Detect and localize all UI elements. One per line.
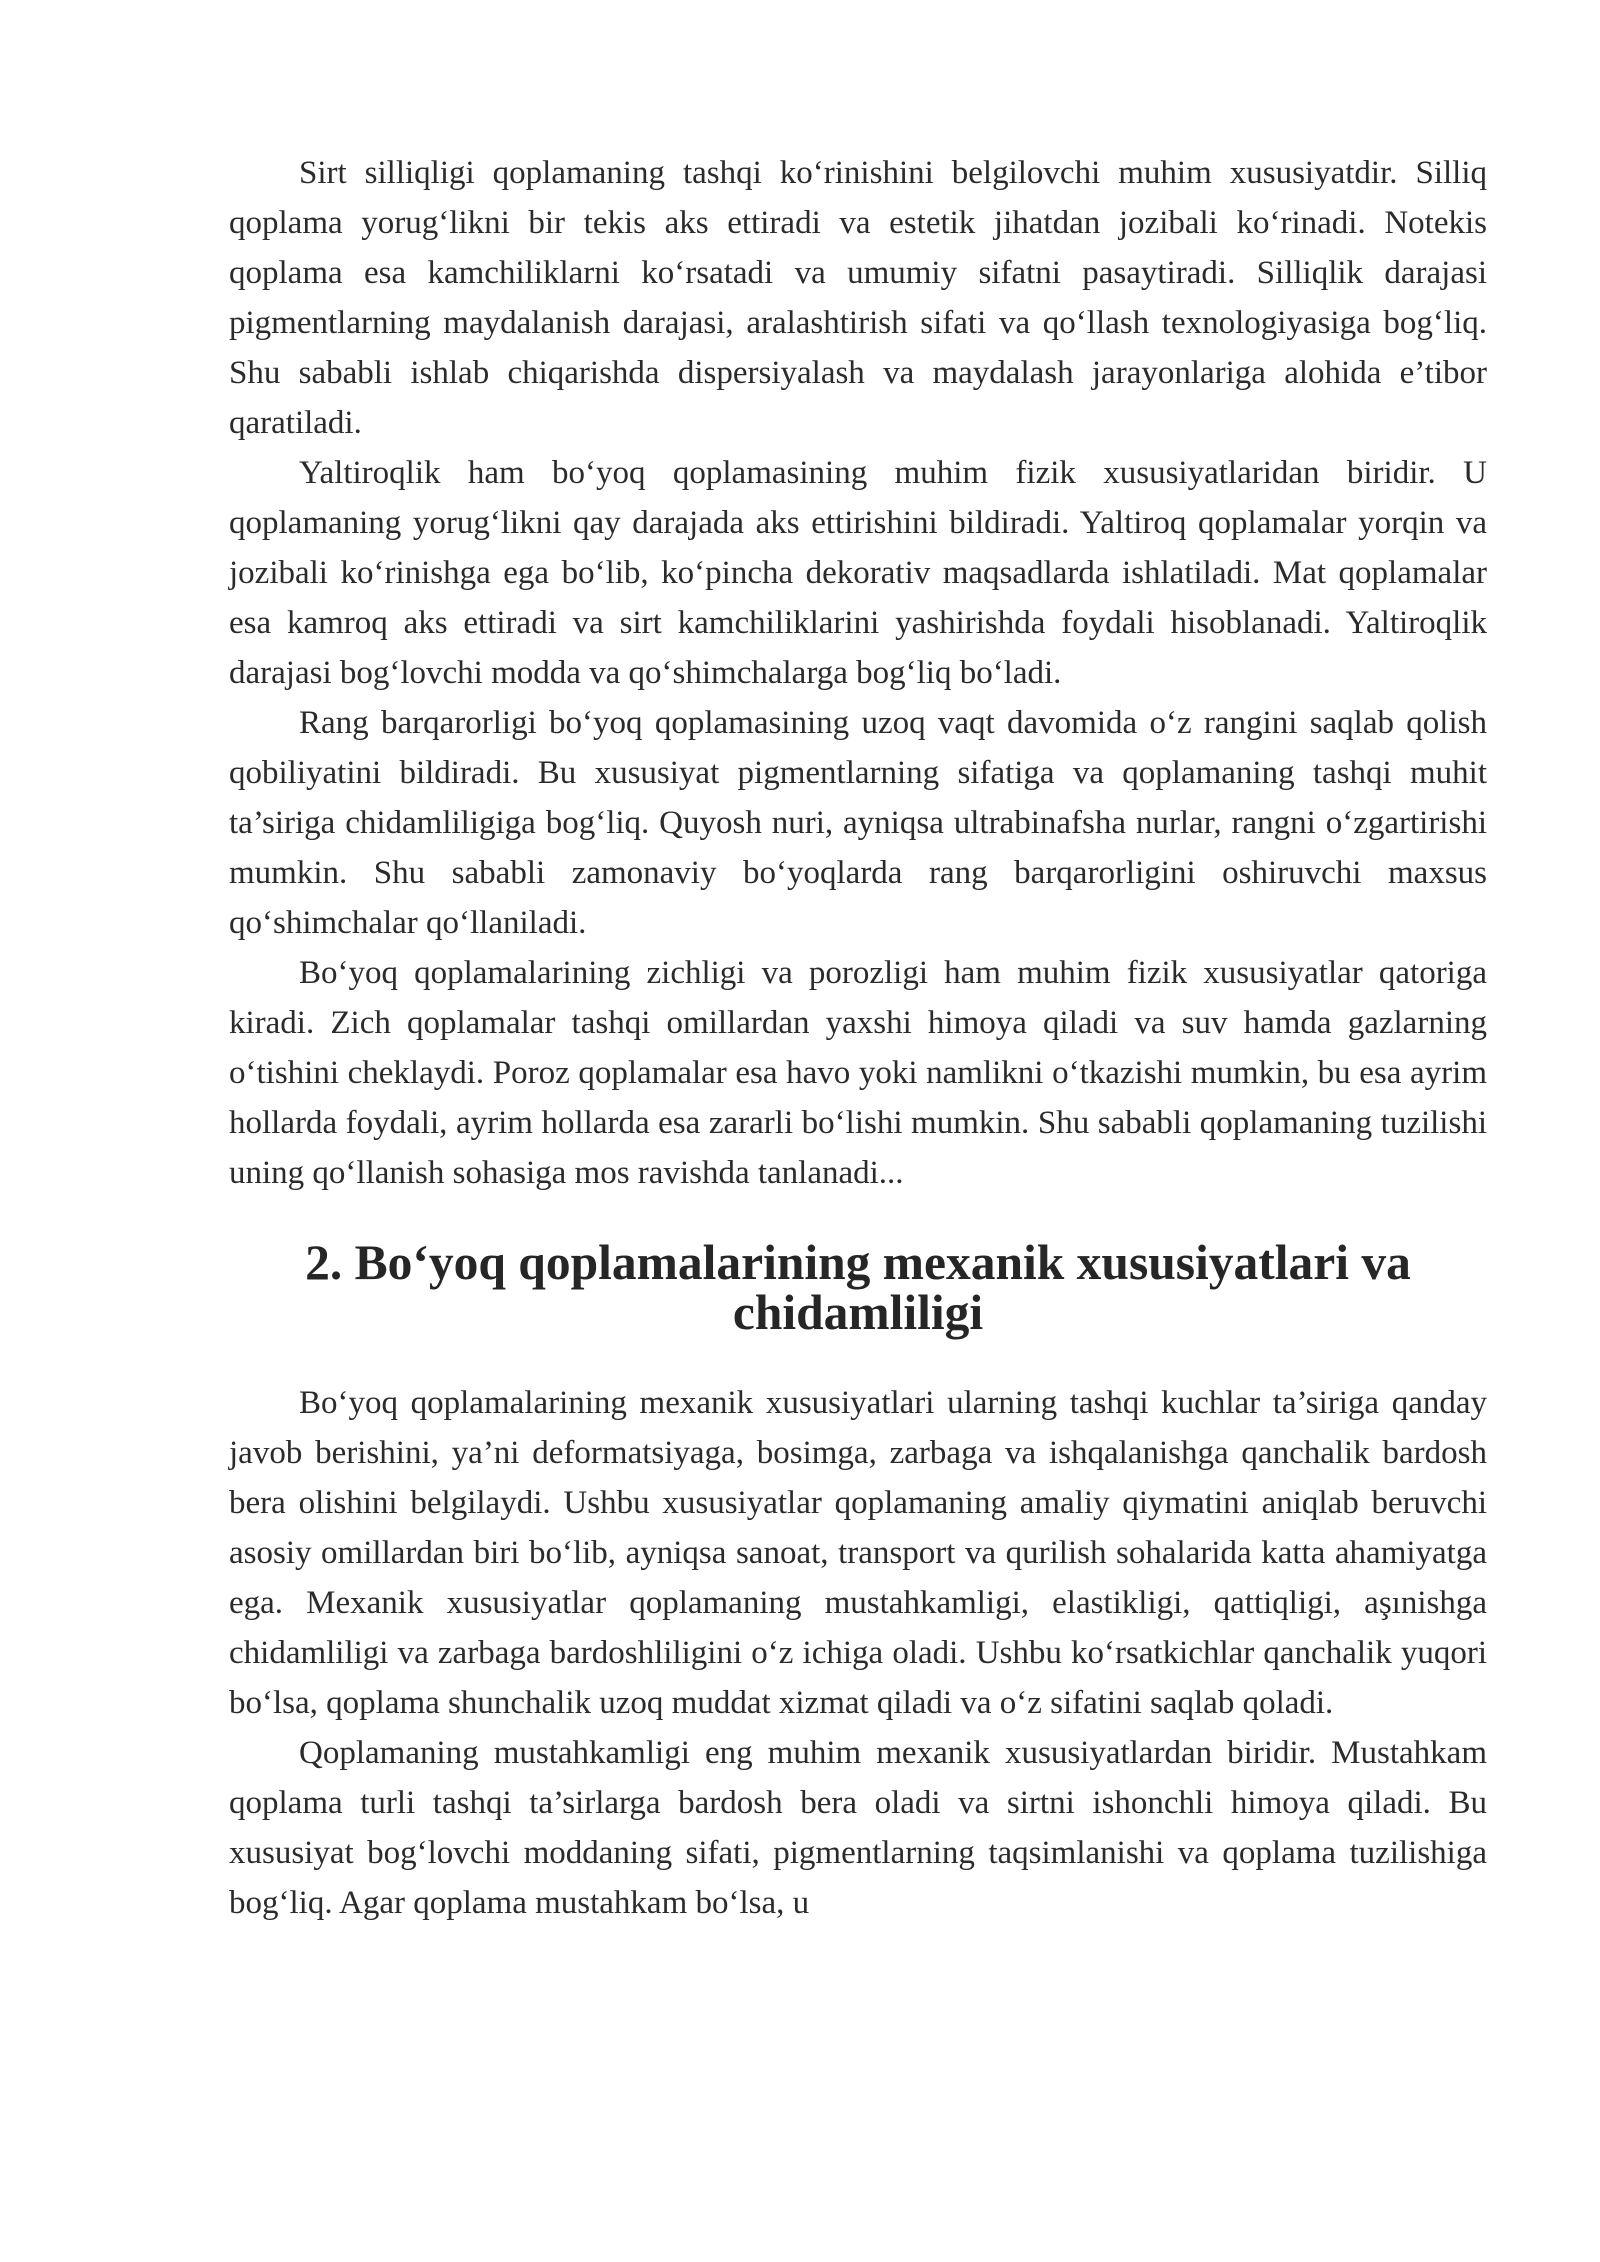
section-heading: 2. Bo‘yoq qoplamalarining mexanik xususiyatlari va chidamliligi xyxy=(305,1235,1411,1340)
paragraph-mechanical-properties: Bo‘yoq qoplamalarining mexanik xususiyatlari ularning tashqi kuchlar ta’siriga qanday javob berishini, ya’ni deformatsiyaga, bosimga, zarbaga va ishqalanishga qanchalik bardosh bera olishini belgilaydi. Ushbu xususiyatlar qoplamaning amaliy qiymatini aniqlab beruvchi asosiy omillardan biri bo‘lib, ayniqsa sanoat, transport va qurilish sohalarida katta ahamiyatga ega. Mexanik xususiyatlar qoplamaning mustahkamligi, elastikligi, qattiqligi, aşınishga chidamliligi va zarbaga bardoshliligini o‘z ichiga oladi. Ushbu ko‘rsatkichlar qanchalik yuqori bo‘lsa, qoplama shunchalik uzoq muddat xizmat qiladi va o‘z sifatini saqlab qoladi. xyxy=(229,1385,1487,1721)
paragraph-surface-smoothness: Sirt silliqligi qoplamaning tashqi ko‘rinishini belgilovchi muhim xususiyatdir. Silliq qoplama yorug‘likni bir tekis aks ettiradi va estetik jihatdan jozibali ko‘rinadi. Notekis qoplama esa kamchiliklarni ko‘rsatadi va umumiy sifatni pasaytiradi. Silliqlik darajasi pigmentlarning maydalanish darajasi, aralashtirish sifati va qo‘llash texnologiyasiga bog‘liq. Shu sababli ishlab chiqarishda dispersiyalash va maydalash jarayonlariga alohida e’tibor qaratiladi. xyxy=(229,155,1487,441)
paragraph-strength: Qoplamaning mustahkamligi eng muhim mexanik xususiyatlardan biridir. Mustahkam qoplama turli tashqi ta’sirlarga bardosh bera oladi va sirtni ishonchli himoya qiladi. Bu xususiyat bog‘lovchi moddaning sifati, pigmentlarning taqsimlanishi va qoplama tuzilishiga bog‘liq. Agar qoplama mustahkam bo‘lsa, u xyxy=(229,1735,1487,1921)
paragraph-gloss: Yaltiroqlik ham bo‘yoq qoplamasining muhim fizik xususiyatlaridan biridir. U qoplamaning yorug‘likni qay darajada aks ettirishini bildiradi. Yaltiroq qoplamalar yorqin va jozibali ko‘rinishga ega bo‘lib, ko‘pincha dekorativ maqsadlarda ishlatiladi. Mat qoplamalar esa kamroq aks ettiradi va sirt kamchiliklarini yashirishda foydali hisoblanadi. Yaltiroqlik darajasi bog‘lovchi modda va qo‘shimchalarga bog‘liq bo‘ladi. xyxy=(229,455,1487,691)
document-page xyxy=(229,148,1487,1928)
paragraph-density-porosity: Bo‘yoq qoplamalarining zichligi va porozligi ham muhim fizik xususiyatlar qatoriga kiradi. Zich qoplamalar tashqi omillardan yaxshi himoya qiladi va suv hamda gazlarning o‘tishini cheklaydi. Poroz qoplamalar esa havo yoki namlikni o‘tkazishi mumkin, bu esa ayrim hollarda foydali, ayrim hollarda esa zararli bo‘lishi mumkin. Shu sababli qoplamaning tuzilishi uning qo‘llanish sohasiga mos ravishda tanlanadi... xyxy=(229,955,1487,1191)
paragraph-color-stability: Rang barqarorligi bo‘yoq qoplamasining uzoq vaqt davomida o‘z rangini saqlab qolish qobiliyatini bildiradi. Bu xususiyat pigmentlarning sifatiga va qoplamaning tashqi muhit ta’siriga chidamliligiga bog‘liq. Quyosh nuri, ayniqsa ultrabinafsha nurlar, rangni o‘zgartirishi mumkin. Shu sababli zamonaviy bo‘yoqlarda rang barqarorligini oshiruvchi maxsus qo‘shimchalar qo‘llaniladi. xyxy=(229,705,1487,941)
